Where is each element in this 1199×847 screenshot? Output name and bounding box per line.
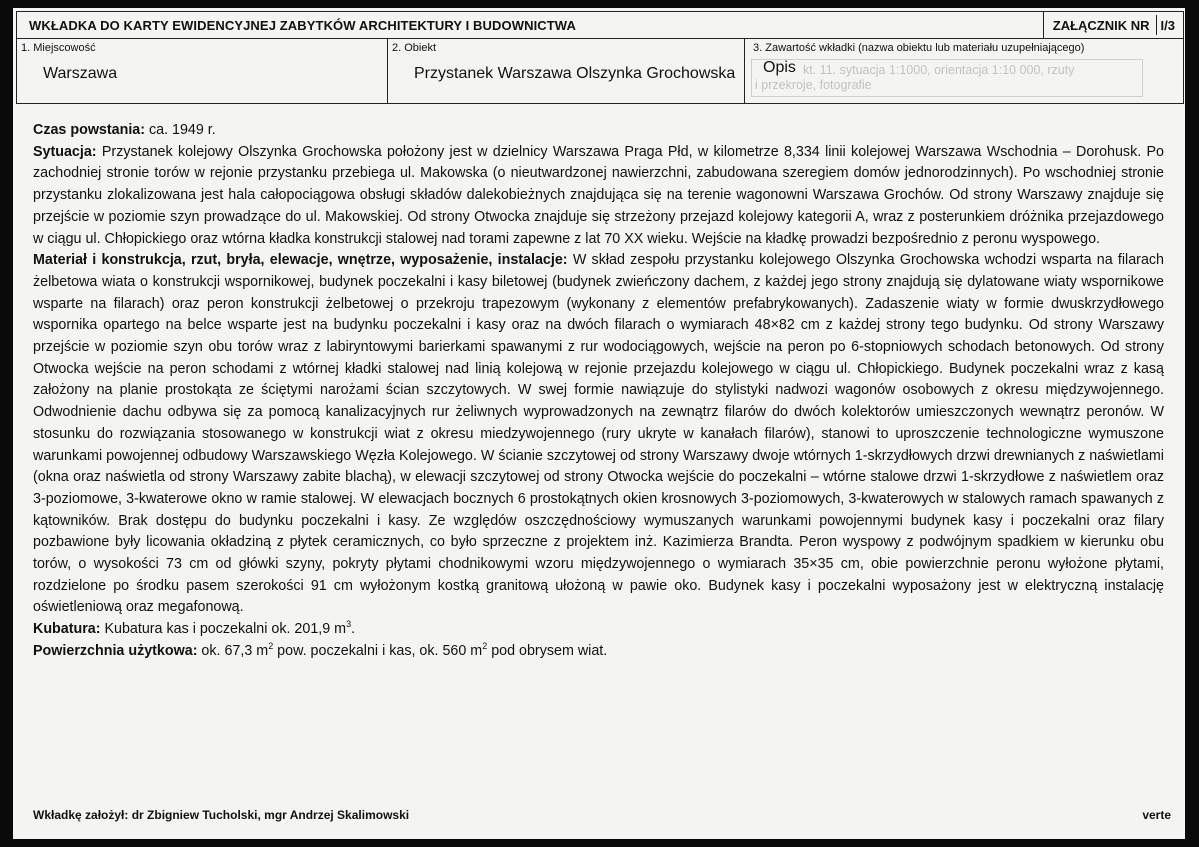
volume-end: .	[351, 621, 356, 638]
situation-paragraph	[33, 142, 1164, 251]
document-title: WKŁADKA DO KARTY EWIDENCYJNEJ ZABYTKÓW ARCHITEKTURY I BUDOWNICTWA	[29, 17, 576, 33]
locality-value: Warszawa	[43, 65, 118, 82]
locality-label: 1. Miejscowość	[21, 42, 96, 54]
object-value: Przystanek Warszawa Olszynka Grochowska	[414, 65, 736, 82]
area-label: Powierzchnia użytkowa:	[33, 642, 198, 659]
annex-number: I/3	[1160, 17, 1175, 33]
area-superscript-2: 2	[482, 641, 488, 652]
material-text: W skład zespołu przystanku kolejowego Olszynka Grochowska wchodzi wsparta na filarach żelbetowa wiata o konstrukcji wspornikowej, budynek poczekalni i kasy biletowej (budynek zwieńczony dachem, z każdej jego strony znajdują się dylatowane wiaty wspornikowe wsparte na filarach) oraz peron konstrukcji żelbetowej o przekroju trapezowym (wykonany z elementów prefabrykowanych). Zadaszenie wiaty w formie dwuskrzydłowego wspornika opartego na belce wsparte jest na budynku poczekalni i kasy oraz na dwóch filarach o wymiarach 48×82 cm z każdej strony tego budynku. Od strony Warszawy przejście w poziomie szyn obu torów wraz z labiryntowymi barierkami spawanymi z rur wodociągowych, wejście na peron po 6-stopniowych schodach betonowych. Od strony Otwocka wejście na peron schodami z wtórnej kładki stalowej nad linią kolejową w rejonie przejazdu kolejowego w ciągu ul. Chłopickiego. Budynek poczekalni wraz z kasą założony na planie prostokąta ze ściętymi narożami ścian szczytowych. W swej formie nawiązuje do stylistyki nadwozi wagonów osobowych z okresu międzywojennego. Odwodnienie dachu odbywa się za pomocą kanalizacyjnych rur żeliwnych wyprowadzonych na zewnątrz filarów do dwóch kolektorów umieszczonych wewnątrz peronów. W stosunku do rozwiązania stosowanego w konstrukcji wiat z okresu miedzywojennego (rury ukryte w kanałach filarów), stanowi to uproszczenie technologiczne wymuszone warunkami powojennej odbudowy Warszawskiego Węzła Kolejowego. W ścianie szczytowej od strony Warszawy dwoje wtórnych 1-skrzydłowych drzwi drewnianych z naświetlami (okna oraz naświetla od strony Warszawy zabite blachą), w elewacji szczytowej od strony Otwocka wejście do poczekalni – wtórne stalowe drzwi 1-skrzydłowe z naświetlem oraz 3-poziomowe, 3-kwaterowe okno w ramie stalowej. W elewacjach bocznych 6 prostokątnych okien krosnowych 3-poziomowych, 3-kwaterowych w stalowych ramach spawanych z kątowników. Brak dostępu do budynku poczekalni i kasy. Ze względów oszczędnościowy wymuszanych warunkami powojennymi budynek kasy i poczekalni oraz filary pozbawione były licowania okładziną z płytek ceramicznych, co było sprzeczne z projektem inż. Kazimierza Brandta. Peron wyspowy z podwójnym spadkiem w kierunku obu torów, o wysokości 73 cm od główki szyny, pokryty płytami chodnikowymi wzoru międzywojennego o wymiarach 35×35 cm, obie powierzchnie peronu wyłożone płytami, rozdzielone po środku pasem szerokości 91 cm wyłożonym kostką granitową ułożoną w pawie oko. Budynek kasy i poczekalni wyposażony jest w elektryczną instalację oświetleniową oraz megafonową.	[33, 252, 1164, 616]
prepared-by: Wkładkę założył: dr Zbigniew Tucholski, mgr Andrzej Skalimowski	[33, 808, 410, 822]
creation-paragraph	[33, 120, 1164, 142]
document-sheet	[13, 8, 1185, 839]
contents-faint-line-1: kt. 11. sytuacja 1:1000, orientacja 1:10 000, rzuty	[803, 63, 1075, 77]
material-label: Materiał i konstrukcja, rzut, bryła, elewacje, wnętrze, wyposażenie, instalacje:	[33, 252, 568, 269]
area-text-3: pod obrysem wiat.	[487, 642, 608, 659]
contents-value: Opis	[763, 59, 796, 76]
description-body	[33, 120, 1164, 663]
area-text-2: pow. poczekalni i kas, ok. 560 m	[273, 642, 483, 659]
contents-faint-text	[755, 63, 1135, 93]
situation-text: Przystanek kolejowy Olszynka Grochowska położony jest w dzielnicy Warszawa Praga Płd, w kilometrze 8,334 linii kolejowej Warszawa Wschodnia – Dorohusk. Po zachodniej stronie torów w rejonie przystanku przebiega ul. Makowska (o nieutwardzonej nawierzchni, zabudowana szeregiem domów jednorodzinnych). Po wschodniej stronie przystanku zlokalizowana jest hala całopociągowa obsługi składów dalekobieżnych znajdująca się na terenie wagonowni Warszawa Grochów. Od strony Warszawy znajduje się przejście w poziomie szyn prowadzące do ul. Makowskiej. Od strony Otwocka znajduje się strzeżony przejazd kolejowy kategorii A, wraz z posterunkiem dróżnika przejazdowego w ciągu ul. Chłopickiego oraz wtórna kładka konstrukcji stalowej nad torami zapewne z lat 70 XX wieku. Wejście na kładkę prowadzi bezpośrednio z peronu wyspowego.	[33, 143, 1164, 247]
area-paragraph	[33, 641, 1164, 663]
annex-box	[1043, 12, 1183, 38]
situation-label: Sytuacja:	[33, 143, 97, 160]
locality-field	[17, 39, 387, 103]
volume-superscript: 3	[346, 619, 352, 630]
object-label: 2. Obiekt	[392, 42, 437, 54]
contents-field	[744, 39, 1183, 103]
contents-label: 3. Zawartość wkładki (nazwa obiektu lub materiału uzupełniającego)	[753, 42, 1085, 54]
verte-label: verte	[1142, 808, 1171, 822]
header-row	[16, 11, 1184, 39]
creation-text: ca. 1949 r.	[145, 122, 216, 138]
area-superscript-1: 2	[268, 641, 274, 652]
volume-paragraph	[33, 619, 1164, 641]
volume-text: Kubatura kas i poczekalni ok. 201,9 m	[100, 621, 347, 638]
fields-row	[16, 39, 1184, 104]
creation-label: Czas powstania:	[33, 122, 146, 138]
area-text-1: ok. 67,3 m	[197, 642, 269, 659]
material-paragraph	[33, 250, 1164, 619]
annex-divider	[1156, 15, 1157, 35]
object-field	[387, 39, 744, 103]
annex-label: ZAŁĄCZNIK NR	[1052, 17, 1150, 33]
volume-label: Kubatura:	[33, 621, 101, 638]
contents-faint-line-2: i przekroje, fotografie	[755, 78, 872, 92]
